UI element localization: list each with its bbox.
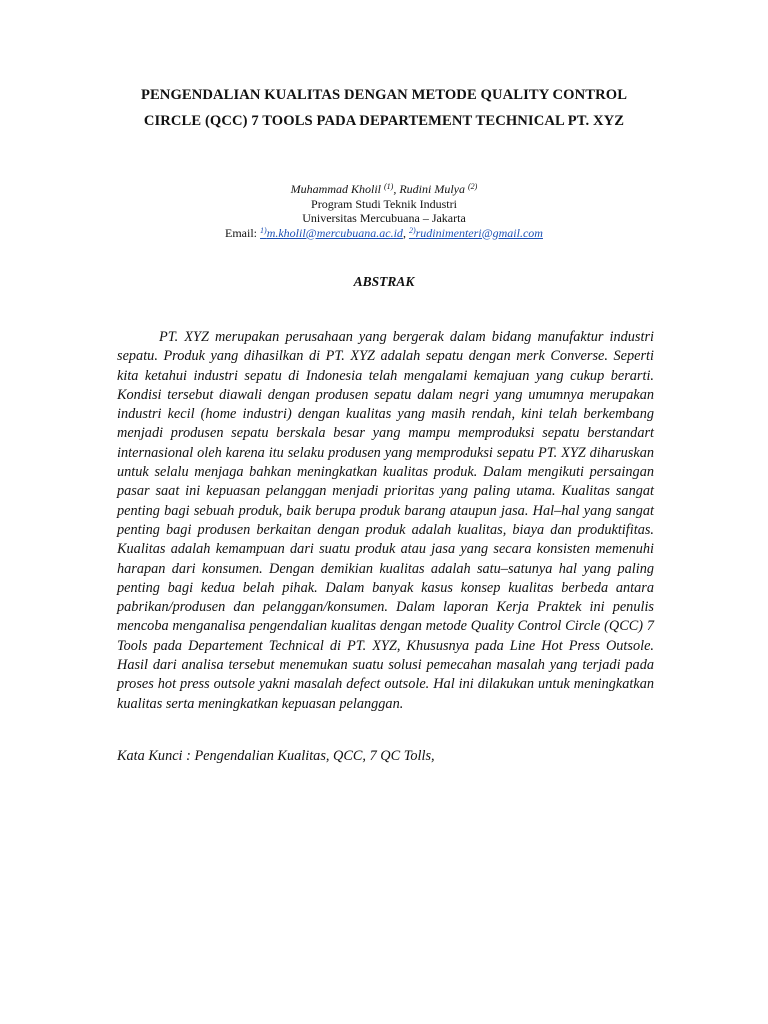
author-1-name: Muhammad Kholil — [290, 182, 385, 196]
keywords: Kata Kunci : Pengendalian Kualitas, QCC, 7 QC Tolls, — [117, 748, 435, 764]
email-link-1[interactable] — [260, 226, 403, 240]
author-names — [0, 182, 768, 197]
author-separator: , — [393, 182, 400, 196]
paper-title — [60, 82, 708, 134]
email-separator: , — [402, 225, 409, 240]
author-program: Program Studi Teknik Industri — [311, 196, 457, 211]
abstract-body: PT. XYZ merupakan perusahaan yang bergerak dalam bidang manufaktur industri sepatu. Produk yang dihasilkan di PT. XYZ adalah sepatu dengan merk Converse. Seperti kita ketahui industri sepatu di Indonesia telah mengalami kemajuan yang cukup berarti. Kondisi tersebut diawali dengan produsen sepatu dalam negri yang umumnya merupakan industri kecil (home industri) dengan kualitas yang masih rendah, kini telah berkembang menjadi produsen sepatu berskala besar yang mampu memproduksi sepatu berstandart internasional oleh karena itu selaku produsen yang memproduksi sepatu PT. XYZ diharuskan untuk selalu menjaga bahkan meningkatkan kualitas produk. Dalam mengikuti persaingan pasar saat ini kepuasan pelanggan menjadi prioritas yang paling utama. Kualitas sangat penting bagi sebuah produk, baik berupa produk barang ataupun jasa. Hal–hal yang sangat penting bagi produsen berkaitan dengan produk adalah kualitas, biaya dan produktifitas. Kualitas adalah kemampuan dari suatu produk atau jasa yang secara konsisten memenuhi harapan dari konsumen. Dengan demikian kualitas adalah satu–satunya hal yang paling penting bagi kedua belah pihak. Dalam banyak kasus konsep kualitas berbeda antara pabrikan/produsen dan pelanggan/konsumen. Dalam laporan Kerja Praktek ini penulis mencoba menganalisa pengendalian kualitas dengan metode Quality Control Circle (QCC) 7 Tools pada Departement Technical di PT. XYZ, Khususnya pada Line Hot Press Outsole. Hasil dari analisa tersebut menemukan suatu solusi pemecahan masalah yang terjadi pada proses hot press outsole yakni masalah defect outsole. Hal ini dilakukan untuk meningkatkan kualitas serta meningkatkan kepuasan pelanggan. — [117, 329, 654, 712]
email-1-mark: 1) — [260, 225, 267, 235]
email-link-2[interactable] — [409, 226, 543, 240]
paper-title-line-2: CIRCLE (QCC) 7 TOOLS PADA DEPARTEMENT TECHNICAL PT. XYZ — [143, 113, 625, 129]
email-label: Email: — [225, 225, 261, 240]
author-1-mark: (1) — [384, 182, 394, 191]
author-2-mark: (2) — [468, 182, 478, 191]
author-block — [0, 182, 768, 240]
author-2-name: Rudini Mulya — [399, 182, 468, 196]
email-2-mark: 2) — [408, 225, 416, 235]
paper-title-line-1: PENGENDALIAN KUALITAS DENGAN METODE QUALITY CONTROL — [140, 87, 628, 103]
author-university: Universitas Mercubuana – Jakarta — [302, 211, 466, 225]
abstract-heading: ABSTRAK — [353, 274, 415, 289]
author-emails — [0, 226, 768, 241]
email-2-text: rudinimenteri@gmail.com — [415, 225, 543, 240]
email-1-text: m.kholil@mercubuana.ac.id — [266, 225, 403, 240]
